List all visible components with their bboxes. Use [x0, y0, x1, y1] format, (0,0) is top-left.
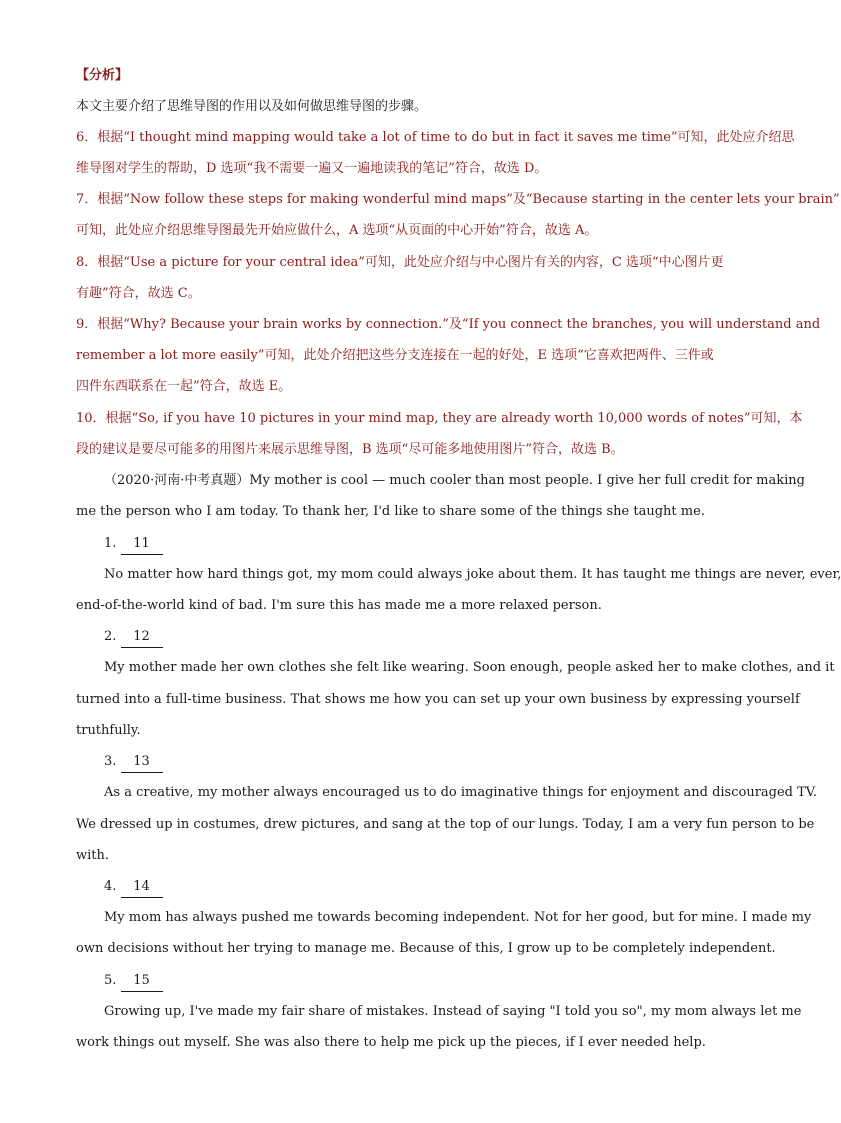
section-4-line-2: own decisions without her trying to manage me. Because of this, I grow up to be completely independent. [76, 941, 776, 956]
analysis-item-6-line-2: 维导图对学生的帮助，D 选项“我不需要一遍又一遍地读我的笔记”符合，故选 D。 [76, 161, 548, 176]
analysis-item-10-line-2: 段的建议是要尽可能多的用图片来展示思维导图，B 选项“尽可能多地使用图片”符合，故选 B。 [76, 442, 624, 457]
section-2-line-1: My mother made her own clothes she felt like wearing. Soon enough, people asked her to make clothes, and it [104, 660, 835, 675]
question-number-label: 5. [104, 973, 117, 988]
passage-intro-line-1: （2020·河南·中考真题）My mother is cool — much cooler than most people. I give her full credit for making [104, 473, 805, 488]
analysis-item-7-line-1: 7．根据“Now follow these steps for making wonderful mind maps”及“Because starting in the center lets your brain” [76, 192, 840, 207]
question-number-label: 2. [104, 629, 117, 644]
analysis-item-9-line-3: 四件东西联系在一起”符合，故选 E。 [76, 379, 292, 394]
analysis-item-8-line-2: 有趣”符合，故选 C。 [76, 286, 201, 301]
section-3-line-2: We dressed up in costumes, drew pictures, and sang at the top of our lungs. Today, I am a very fun person to be [76, 817, 815, 832]
analysis-heading: 【分析】 [76, 68, 129, 83]
question-number-1 [104, 534, 163, 555]
section-2-line-2: turned into a full-time business. That shows me how you can set up your own business by expressing yourself [76, 692, 800, 707]
section-2-line-3: truthfully. [76, 723, 141, 738]
question-number-label: 4. [104, 879, 117, 894]
analysis-item-7-line-2: 可知，此处应介绍思维导图最先开始应做什么，A 选项“从页面的中心开始”符合，故选 A。 [76, 223, 598, 238]
answer-blank-12[interactable]: 12 [121, 627, 163, 648]
passage-intro-line-2: me the person who I am today. To thank her, I'd like to share some of the things she taught me. [76, 504, 705, 519]
answer-blank-14[interactable]: 14 [121, 877, 163, 898]
section-3-line-1: As a creative, my mother always encouraged us to do imaginative things for enjoyment and discouraged TV. [104, 785, 818, 800]
analysis-item-9-line-1: 9．根据“Why? Because your brain works by connection.”及“If you connect the branches, you will understand and [76, 317, 821, 332]
question-number-3 [104, 752, 163, 773]
analysis-summary: 本文主要介绍了思维导图的作用以及如何做思维导图的步骤。 [76, 99, 428, 114]
question-number-4 [104, 877, 163, 898]
analysis-item-6-line-1: 6．根据“I thought mind mapping would take a lot of time to do but in fact it saves me time”可知，此处应介绍思 [76, 130, 795, 145]
answer-blank-13[interactable]: 13 [121, 752, 163, 773]
analysis-item-8-line-1: 8．根据“Use a picture for your central idea”可知，此处应介绍与中心图片有关的内容，C 选项“中心图片更 [76, 255, 724, 270]
section-5-line-1: Growing up, I've made my fair share of mistakes. Instead of saying "I told you so", my mom always let me [104, 1004, 802, 1019]
analysis-item-10-line-1: 10．根据“So, if you have 10 pictures in your mind map, they are already worth 10,000 words of notes”可知，本 [76, 411, 803, 426]
section-1-line-2: end-of-the-world kind of bad. I'm sure this has made me a more relaxed person. [76, 598, 602, 613]
question-number-label: 3. [104, 754, 117, 769]
section-1-line-1: No matter how hard things got, my mom could always joke about them. It has taught me things are never, ever, [104, 567, 841, 582]
section-5-line-2: work things out myself. She was also there to help me pick up the pieces, if I ever needed help. [76, 1035, 706, 1050]
answer-blank-15[interactable]: 15 [121, 971, 163, 992]
question-number-2 [104, 627, 163, 648]
question-number-label: 1. [104, 536, 117, 551]
section-3-line-3: with. [76, 848, 110, 863]
section-4-line-1: My mom has always pushed me towards becoming independent. Not for her good, but for mine. I made my [104, 910, 812, 925]
analysis-item-9-line-2: remember a lot more easily”可知，此处介绍把这些分支连接在一起的好处，E 选项“它喜欢把两件、三件或 [76, 348, 714, 363]
answer-blank-11[interactable]: 11 [121, 534, 163, 555]
question-number-5 [104, 971, 163, 992]
